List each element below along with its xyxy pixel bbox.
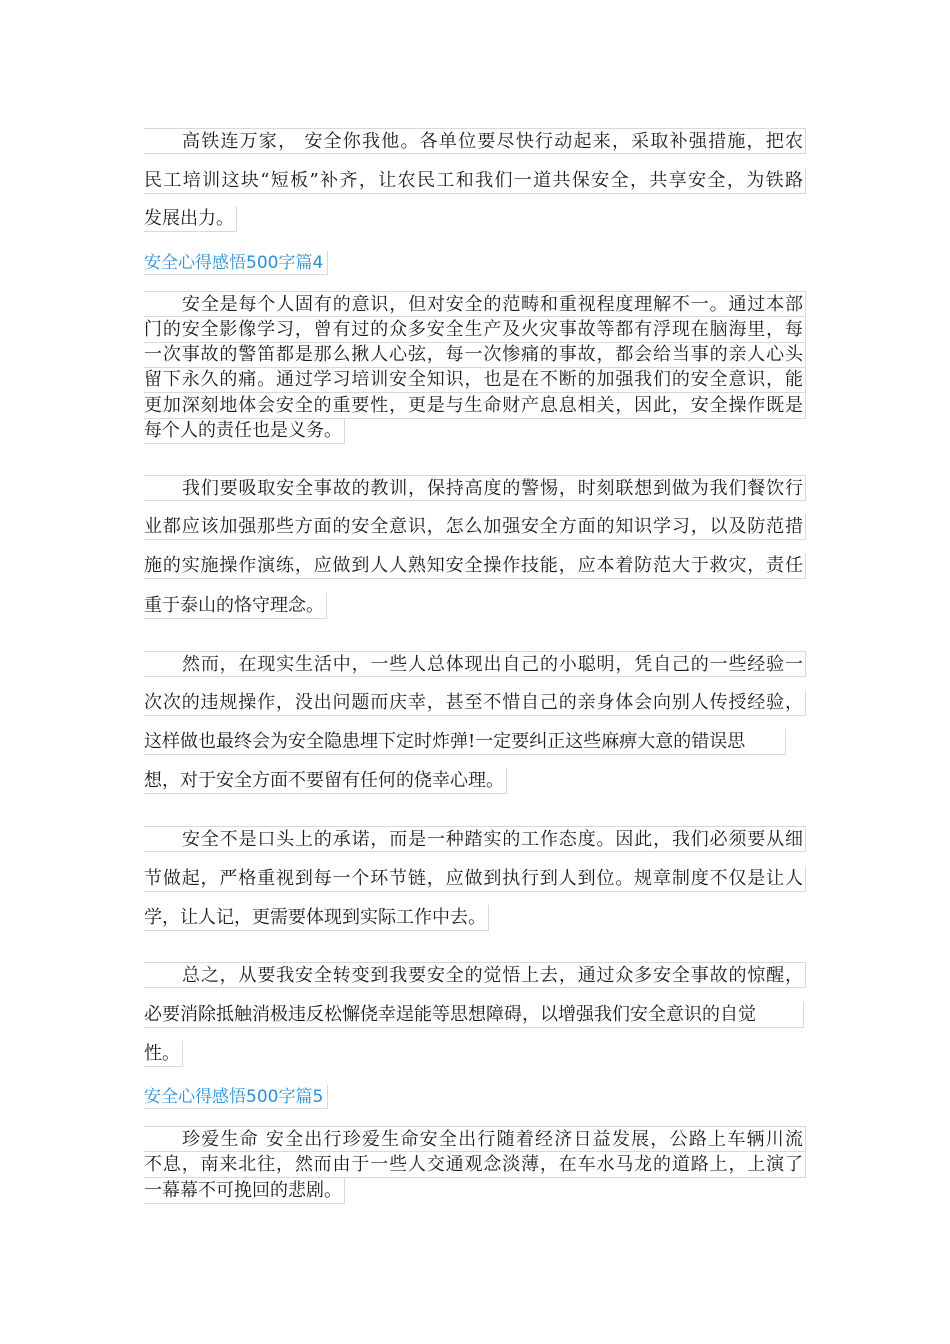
paragraph-line: 业都应该加强那些方面的安全意识，怎么加强安全方面的知识学习，以及防范措 — [144, 514, 806, 540]
paragraph-line: 性。 — [144, 1041, 183, 1067]
paragraph-line: 然而，在现实生活中，一些人总体现出自己的小聪明，凭自己的一些经验一 — [144, 651, 806, 677]
paragraph-line: 安全是每个人固有的意识，但对安全的范畴和重视程度理解不一。通过本部 — [144, 291, 806, 317]
paragraph-line: 学，让人记，更需要体现到实际工作中去。 — [144, 905, 489, 931]
paragraph-line: 次次的违规操作，没出问题而庆幸，甚至不惜自己的亲身体会向别人传授经验， — [144, 690, 806, 716]
section-heading: 安全心得感悟500字篇4 — [144, 251, 328, 275]
paragraph-line: 更加深刻地体会安全的重要性，更是与生命财产息息相关，因此，安全操作既是 — [144, 393, 806, 419]
paragraph-line: 安全不是口头上的承诺，而是一种踏实的工作态度。因此，我们必须要从细 — [144, 826, 806, 852]
paragraph-line: 总之，从要我安全转变到我要安全的觉悟上去，通过众多安全事故的惊醒， — [144, 962, 806, 988]
paragraph-line: 想，对于安全方面不要留有任何的侥幸心理。 — [144, 768, 507, 794]
paragraph-line: 一次事故的警笛都是那么揪人心弦，每一次惨痛的事故，都会给当事的亲人心头 — [144, 342, 806, 368]
paragraph-line: 门的安全影像学习，曾有过的众多安全生产及火灾事故等都有浮现在脑海里，每 — [144, 317, 806, 343]
paragraph-line: 一幕幕不可挽回的悲剧。 — [144, 1178, 345, 1204]
paragraph-line: 不息，南来北往，然而由于一些人交通观念淡薄，在车水马龙的道路上，上演了 — [144, 1152, 806, 1178]
section-heading: 安全心得感悟500字篇5 — [144, 1085, 328, 1109]
paragraph-line: 节做起，严格重视到每一个环节链，应做到执行到人到位。规章制度不仅是让人 — [144, 866, 806, 892]
paragraph-line: 珍爱生命 安全出行珍爱生命安全出行随着经济日益发展，公路上车辆川流 — [144, 1126, 806, 1152]
paragraph-line: 重于泰山的恪守理念。 — [144, 593, 327, 619]
paragraph-line: 每个人的责任也是义务。 — [144, 418, 345, 444]
paragraph-line: 留下永久的痛。通过学习培训安全知识，也是在不断的加强我们的安全意识，能 — [144, 367, 806, 393]
paragraph-line: 这样做也最终会为安全隐患埋下定时炸弹!一定要纠正这些麻痹大意的错误思 — [144, 729, 786, 755]
paragraph-line: 我们要吸取安全事故的教训，保持高度的警惕，时刻联想到做为我们餐饮行 — [144, 475, 806, 501]
paragraph-line: 民工培训这块“短板”补齐，让农民工和我们一道共保安全，共享安全，为铁路 — [144, 168, 806, 194]
paragraph-line: 发展出力。 — [144, 206, 237, 232]
paragraph-line: 必要消除抵触消极违反松懈侥幸逞能等思想障碍，以增强我们安全意识的自觉 — [144, 1002, 804, 1028]
paragraph-line: 施的实施操作演练，应做到人人熟知安全操作技能，应本着防范大于救灾，责任 — [144, 553, 806, 579]
paragraph-line: 高铁连万家， 安全你我他。各单位要尽快行动起来，采取补强措施，把农 — [144, 128, 806, 154]
